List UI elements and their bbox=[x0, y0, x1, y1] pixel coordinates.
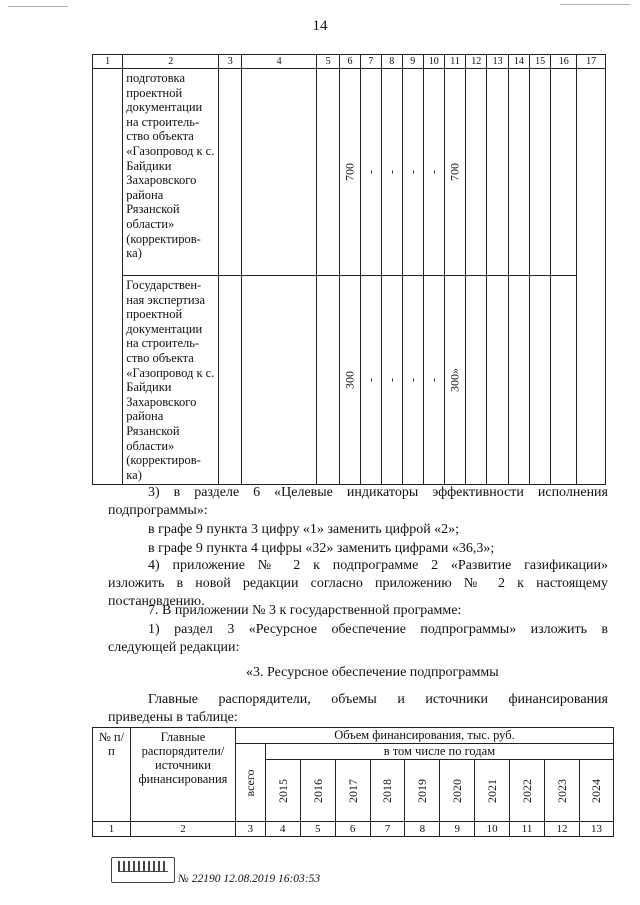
column-number: 10 bbox=[475, 822, 510, 837]
column-number: 6 bbox=[339, 55, 360, 69]
year-label: 2022 bbox=[520, 778, 535, 803]
page-number: 14 bbox=[312, 18, 328, 34]
row-description: Государствен-ная экспертиза проектной документации на строитель-ство объекта «Газопровод к с. Байдики Захаровского района Рязанской области» (корректиров-ка) bbox=[123, 276, 219, 485]
header-number-text: № п/п bbox=[98, 730, 125, 758]
empty-cell bbox=[508, 69, 529, 276]
value-col11: 700 bbox=[447, 163, 462, 181]
column-number: 4 bbox=[242, 55, 317, 69]
empty-cell bbox=[529, 69, 550, 276]
value-col7: - bbox=[363, 170, 378, 174]
column-number: 3 bbox=[235, 822, 265, 837]
year-cell bbox=[370, 760, 405, 822]
header-main-distributors bbox=[130, 728, 235, 822]
column-number: 2 bbox=[130, 822, 235, 837]
value-col8: - bbox=[384, 170, 399, 174]
column-number: 3 bbox=[219, 55, 242, 69]
header-total-text: всего bbox=[243, 768, 258, 797]
scan-artifact bbox=[8, 6, 68, 7]
column-number: 17 bbox=[577, 55, 606, 69]
empty-cell bbox=[466, 276, 487, 485]
paragraph-table-intro-line1: Главные распорядители, объемы и источники финансирования bbox=[148, 692, 608, 707]
column-number: 9 bbox=[402, 55, 423, 69]
year-label: 2017 bbox=[345, 778, 360, 803]
value-col9: - bbox=[405, 378, 420, 383]
value-cell bbox=[444, 69, 465, 276]
paragraph-graph9-item4: в графе 9 пункта 4 цифры «32» заменить цифрами «36,3»; bbox=[148, 541, 495, 556]
paragraph-graph9-item3: в графе 9 пункта 3 цифру «1» заменить цифрой «2»; bbox=[148, 522, 460, 537]
resource-table bbox=[92, 727, 614, 837]
empty-cell bbox=[219, 69, 242, 276]
table-header-row bbox=[93, 55, 606, 69]
empty-cell bbox=[577, 69, 606, 485]
year-cell bbox=[545, 760, 580, 822]
value-cell bbox=[402, 69, 423, 276]
column-number: 8 bbox=[381, 55, 402, 69]
column-number: 12 bbox=[466, 55, 487, 69]
column-number: 8 bbox=[405, 822, 440, 837]
column-number: 13 bbox=[487, 55, 508, 69]
year-label: 2015 bbox=[275, 778, 290, 803]
year-cell bbox=[510, 760, 545, 822]
header-number bbox=[93, 728, 131, 822]
document-id: № 22190 bbox=[178, 873, 221, 885]
year-cell bbox=[579, 760, 613, 822]
paragraph-table-intro-line2: приведены в таблице: bbox=[108, 710, 238, 725]
column-number: 10 bbox=[423, 55, 444, 69]
paragraph-section3-line2: следующей редакции: bbox=[108, 640, 240, 655]
value-col10: - bbox=[426, 170, 441, 174]
paragraph-appendix3: 7. В приложении № 3 к государственной программе: bbox=[148, 603, 462, 618]
row-description: подготовка проектной документации на строитель-ство объекта «Газопровод к с. Байдики Захаровского района Рязанской области» (корректиров-ка) bbox=[123, 69, 219, 276]
paragraph-appendix2-line2: изложить в новой редакции согласно приложению № 2 к настоящему bbox=[108, 576, 608, 591]
year-label: 2016 bbox=[310, 778, 325, 803]
empty-cell bbox=[317, 276, 340, 485]
value-col11: 300» bbox=[447, 368, 462, 393]
column-numbers-row bbox=[93, 822, 614, 837]
table-row bbox=[93, 276, 606, 485]
table-header-row bbox=[93, 728, 614, 744]
year-cell bbox=[475, 760, 510, 822]
column-number: 5 bbox=[300, 822, 335, 837]
header-main-text: Главные распорядители/ источники финансирования bbox=[138, 730, 228, 786]
government-seal-icon bbox=[111, 857, 175, 883]
document-timestamp: 12.08.2019 16:03:53 bbox=[223, 873, 321, 885]
year-cell bbox=[405, 760, 440, 822]
year-label: 2019 bbox=[415, 778, 430, 803]
value-cell bbox=[444, 276, 465, 485]
year-label: 2024 bbox=[589, 778, 604, 803]
seal-pattern bbox=[118, 861, 168, 872]
value-col9: - bbox=[405, 170, 420, 174]
paragraph-section6-line1: 3) в разделе 6 «Целевые индикаторы эффективности исполнения bbox=[148, 485, 608, 500]
column-number: 2 bbox=[123, 55, 219, 69]
empty-cell bbox=[466, 69, 487, 276]
value-col10: - bbox=[426, 378, 441, 383]
value-cell bbox=[339, 69, 360, 276]
scan-artifact bbox=[560, 4, 630, 5]
document-footer bbox=[178, 873, 320, 885]
empty-cell bbox=[508, 276, 529, 485]
column-number: 9 bbox=[440, 822, 475, 837]
value-col7: - bbox=[363, 378, 378, 383]
year-label: 2018 bbox=[380, 778, 395, 803]
column-number: 15 bbox=[529, 55, 550, 69]
empty-cell bbox=[219, 276, 242, 485]
empty-cell bbox=[551, 69, 577, 276]
empty-cell bbox=[317, 69, 340, 276]
column-number: 4 bbox=[265, 822, 300, 837]
column-number: 7 bbox=[370, 822, 405, 837]
column-number: 6 bbox=[335, 822, 370, 837]
empty-cell bbox=[529, 276, 550, 485]
empty-cell bbox=[487, 276, 508, 485]
value-col8: - bbox=[384, 378, 399, 383]
value-cell bbox=[339, 276, 360, 485]
funding-table-continued bbox=[92, 54, 606, 485]
year-cell bbox=[300, 760, 335, 822]
header-volume: Объем финансирования, тыс. руб. bbox=[235, 728, 613, 744]
column-number: 16 bbox=[551, 55, 577, 69]
column-number: 14 bbox=[508, 55, 529, 69]
column-number: 11 bbox=[510, 822, 545, 837]
value-col6: 300 bbox=[342, 371, 357, 390]
column-number: 12 bbox=[545, 822, 580, 837]
column-number: 1 bbox=[93, 822, 131, 837]
header-total bbox=[235, 744, 265, 822]
paragraph-appendix2-line1: 4) приложение № 2 к подпрограмме 2 «Развитие газификации» bbox=[148, 558, 608, 573]
value-cell bbox=[402, 276, 423, 485]
value-cell bbox=[360, 69, 381, 276]
value-cell bbox=[423, 276, 444, 485]
header-by-years: в том числе по годам bbox=[265, 744, 613, 760]
column-number: 5 bbox=[317, 55, 340, 69]
value-cell bbox=[423, 69, 444, 276]
column-number: 11 bbox=[444, 55, 465, 69]
value-cell bbox=[381, 69, 402, 276]
empty-cell bbox=[242, 69, 317, 276]
column-number: 1 bbox=[93, 55, 123, 69]
year-cell bbox=[265, 760, 300, 822]
column-number: 7 bbox=[360, 55, 381, 69]
paragraph-section3-line1: 1) раздел 3 «Ресурсное обеспечение подпрограммы» изложить в bbox=[148, 622, 608, 637]
value-cell bbox=[381, 276, 402, 485]
empty-cell bbox=[551, 276, 577, 485]
value-col6: 700 bbox=[342, 163, 357, 181]
paragraph-appendix2-line3: постановлению. bbox=[108, 594, 205, 609]
year-label: 2023 bbox=[555, 778, 569, 803]
column-number: 13 bbox=[579, 822, 613, 837]
section-title: «3. Ресурсное обеспечение подпрограммы bbox=[246, 665, 499, 680]
paragraph-section6-line2: подпрограммы»: bbox=[108, 503, 208, 518]
empty-cell bbox=[242, 276, 317, 485]
year-label: 2020 bbox=[450, 778, 465, 803]
table-row bbox=[93, 69, 606, 276]
empty-cell bbox=[487, 69, 508, 276]
value-cell bbox=[360, 276, 381, 485]
empty-cell bbox=[93, 69, 123, 485]
year-cell bbox=[440, 760, 475, 822]
year-cell bbox=[335, 760, 370, 822]
year-label: 2021 bbox=[485, 778, 500, 803]
